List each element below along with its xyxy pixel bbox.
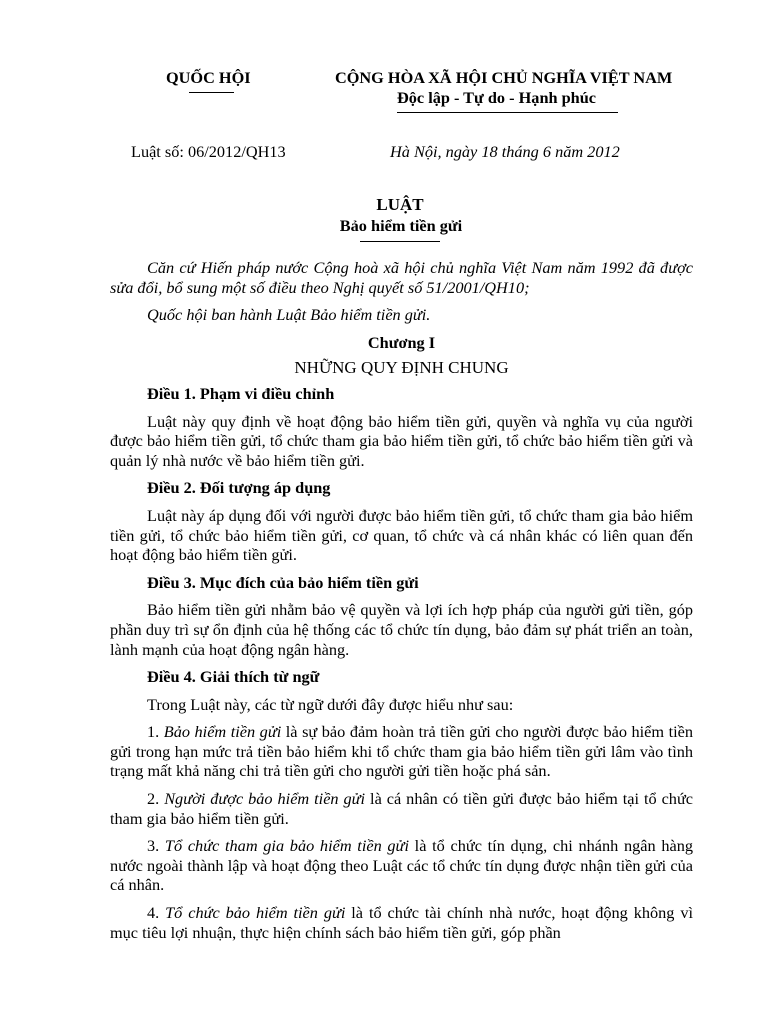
article-4-intro: Trong Luật này, các từ ngữ dưới đây được hiểu như sau: — [147, 694, 514, 714]
definition-3 — [110, 836, 693, 895]
document-name: Bảo hiểm tiền gửi — [339, 216, 463, 235]
place-and-date: Hà Nội, ngày 18 tháng 6 năm 2012 — [390, 142, 620, 161]
motto-underline — [397, 112, 618, 113]
definition-1-term: Bảo hiểm tiền gửi — [163, 722, 282, 742]
article-1-title: Điều 1. Phạm vi điều chỉnh — [147, 383, 335, 403]
legal-basis: Căn cứ Hiến pháp nước Cộng hoà xã hội chủ nghĩa Việt Nam năm 1992 đã được sửa đổi, bổ sung một số điều theo Nghị quyết số 51/2001/QH10; — [110, 258, 693, 297]
law-number: Luật số: 06/2012/QH13 — [131, 142, 286, 161]
document-type: LUẬT — [376, 195, 424, 214]
article-3-title: Điều 3. Mục đích của bảo hiểm tiền gửi — [147, 572, 419, 592]
definition-4-term: Tổ chức bảo hiểm tiền gửi — [165, 903, 346, 923]
definition-2-term: Người được bảo hiểm tiền gửi — [164, 789, 366, 809]
definition-1 — [110, 722, 693, 781]
article-1-text: Luật này quy định về hoạt động bảo hiểm tiền gửi, quyền và nghĩa vụ của người được bảo hiểm tiền gửi, tổ chức tham gia bảo hiểm tiền gửi, tổ chức bảo hiểm tiền gửi và quản lý nhà nước về bảo hiểm tiền gửi. — [110, 411, 693, 470]
article-3-text: Bảo hiểm tiền gửi nhằm bảo vệ quyền và lợi ích hợp pháp của người gửi tiền, góp phần duy trì sự ổn định của hệ thống các tổ chức tín dụng, bảo đảm sự phát triển an toàn, lành mạnh của hoạt động ngân hàng. — [110, 600, 693, 659]
definition-4 — [110, 903, 693, 942]
definition-4-text: là tổ chức tài chính nhà nước, hoạt động không vì mục tiêu lợi nhuận, thực hiện chính sách bảo hiểm tiền gửi, góp phần — [110, 903, 693, 942]
definition-3-term: Tổ chức tham gia bảo hiểm tiền gửi — [164, 836, 409, 856]
agency-underline — [189, 92, 234, 93]
definition-3-text: là tổ chức tín dụng, chi nhánh ngân hàng nước ngoài thành lập và hoạt động theo Luật các tổ chức tín dụng được nhận tiền gửi của cá nhân. — [110, 836, 693, 895]
definition-2 — [110, 789, 693, 828]
law-body — [110, 258, 693, 942]
definition-2-text: là cá nhân có tiền gửi được bảo hiểm tại tổ chức tham gia bảo hiểm tiền gửi. — [110, 789, 694, 828]
chapter-label: Chương I — [367, 332, 436, 352]
republic-name: CỘNG HÒA XÃ HỘI CHỦ NGHĨA VIỆT NAM — [335, 68, 673, 87]
definition-4-number: 4. — [147, 903, 166, 923]
article-2-text: Luật này áp dụng đối với người được bảo hiểm tiền gửi, tổ chức tham gia bảo hiểm tiền gửi, tổ chức bảo hiểm tiền gửi, cơ quan, tổ chức và cá nhân khác có liên quan đến hoạt động bảo hiểm tiền gửi. — [110, 505, 693, 565]
title-underline — [360, 241, 440, 242]
definition-1-number: 1. — [147, 722, 164, 742]
definition-3-number: 3. — [147, 836, 165, 856]
article-2-title: Điều 2. Đối tượng áp dụng — [147, 478, 331, 498]
definition-1-text: là sự bảo đảm hoàn trả tiền gửi cho người được bảo hiểm tiền gửi trong hạn mức trả tiền bảo hiểm khi tổ chức tham gia bảo hiểm tiền gửi lâm vào tình trạng mất khả năng chi trả tiền gửi cho người gửi tiền hoặc phá sản. — [110, 722, 694, 781]
article-4-title: Điều 4. Giải thích từ ngữ — [147, 667, 320, 687]
issuing-agency: QUỐC HỘI — [166, 68, 251, 87]
chapter-title: NHỮNG QUY ĐỊNH CHUNG — [294, 358, 509, 378]
enactment-statement: Quốc hội ban hành Luật Bảo hiểm tiền gửi. — [147, 305, 431, 325]
definition-2-number: 2. — [147, 789, 165, 809]
national-motto: Độc lập - Tự do - Hạnh phúc — [397, 88, 597, 107]
